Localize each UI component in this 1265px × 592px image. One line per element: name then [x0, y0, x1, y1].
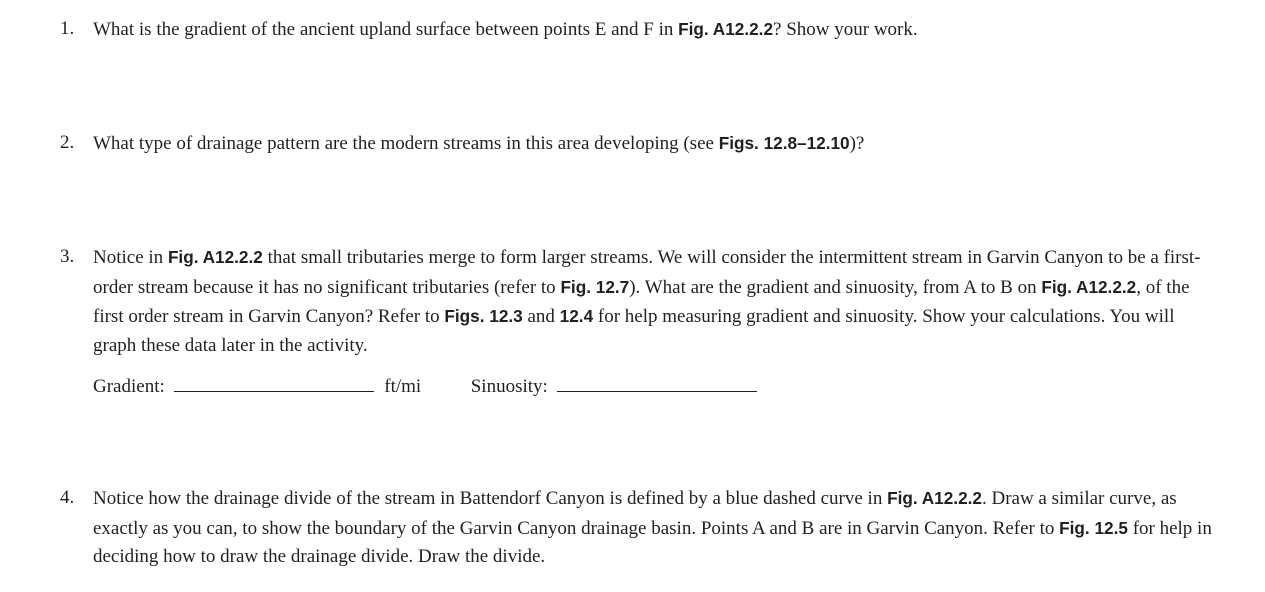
figure-reference: Fig. 12.7	[560, 276, 630, 297]
question-text-segment: , of the first order stream in Garvin Canyon? Refer to	[93, 276, 1190, 328]
sinuosity-answer-blank[interactable]	[557, 373, 757, 392]
question-text-segment: Notice how the drainage divide of the stream in Battendorf Canyon is defined by a blue dashed curve in	[93, 488, 888, 509]
question-text-segment: What type of drainage pattern are the modern streams in this area developing (see	[93, 133, 719, 154]
gradient-answer-blank[interactable]	[174, 373, 374, 392]
question-text-segment: and	[522, 306, 560, 328]
question-1	[60, 15, 1220, 45]
figure-reference: Fig. A12.2.2	[678, 19, 774, 39]
question-number: 3.	[60, 246, 75, 267]
question-text-segment: )?	[849, 133, 865, 154]
question-text-segment: What is the gradient of the ancient upland surface between points E and F in	[93, 19, 679, 40]
figure-reference: Fig. A12.2.2	[887, 488, 982, 508]
question-number: 2.	[60, 132, 75, 153]
question-text	[93, 243, 1220, 360]
gradient-label: Gradient:	[93, 376, 165, 397]
sinuosity-label: Sinuosity:	[470, 376, 548, 397]
question-4	[60, 484, 1220, 572]
question-text	[93, 484, 1220, 572]
question-text-segment: for help measuring gradient and sinuosity. Show your calculations. You will graph these data later in the activity.	[93, 306, 1175, 356]
question-text-segment: for help in deciding how to draw the drainage divide. Draw the divide.	[93, 517, 1212, 568]
question-text-segment: that small tributaries merge to form larger streams. We will consider the intermittent stream in Garvin Canyon to be a first-order stream because it has no significant tributaries (refer to	[93, 247, 1201, 298]
figure-reference: 12.4	[559, 306, 594, 327]
figure-reference: Fig. A12.2.2	[167, 247, 263, 267]
question-text-segment: . Draw a similar curve, as exactly as you can, to show the boundary of the Garvin Canyon drainage basin. Points A and B are in Garvin Canyon. Refer to	[93, 488, 1177, 539]
figure-reference: Figs. 12.8–12.10	[718, 133, 850, 153]
question-text	[93, 15, 1220, 45]
question-text-segment: ). What are the gradient and sinuosity, from A to B on	[629, 276, 1042, 298]
answer-fields	[93, 373, 757, 401]
question-2	[60, 129, 1220, 159]
figure-reference: Fig. 12.5	[1059, 517, 1128, 538]
question-text-segment: ? Show your work.	[773, 19, 918, 40]
question-text-segment: Notice in	[93, 247, 168, 268]
question-3	[60, 243, 1220, 360]
figure-reference: Fig. A12.2.2	[1041, 276, 1137, 297]
question-number: 1.	[60, 18, 75, 39]
gradient-unit: ft/mi	[384, 376, 422, 397]
figure-reference: Figs. 12.3	[444, 306, 523, 327]
question-text	[93, 129, 1220, 159]
question-number: 4.	[60, 487, 75, 508]
